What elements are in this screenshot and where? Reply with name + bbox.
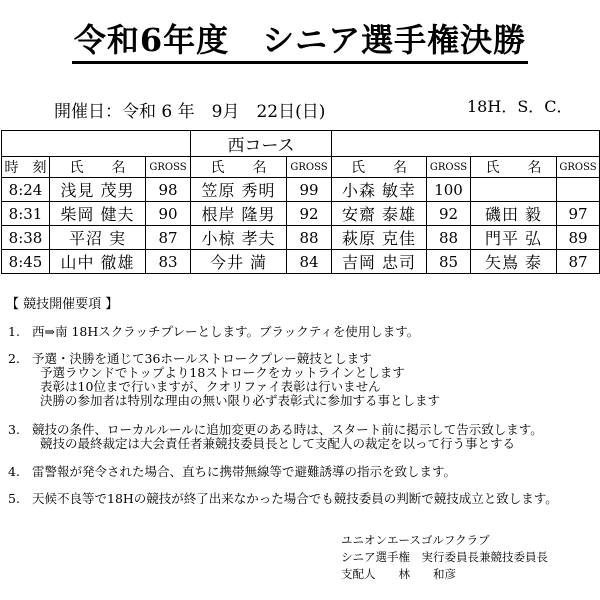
requirements-heading: 【 競技開催要項 】 xyxy=(6,297,119,312)
rule-line: 予選ラウンドでトップより18ストロークをカットラインとします xyxy=(40,365,405,380)
rule-body xyxy=(32,423,592,451)
venue-label: 18H．S．C． xyxy=(467,97,573,116)
header-gross-4: GROSS xyxy=(557,157,600,178)
player-score: 87 xyxy=(557,250,600,274)
rule-line: 予選・決勝を通じて36ホールストロークプレー競技とします xyxy=(32,351,372,366)
rule-body xyxy=(32,492,592,506)
player-name: 安齋 泰雄 xyxy=(332,202,427,226)
player-score: 99 xyxy=(287,178,332,202)
player-name: 浅見 茂男 xyxy=(50,178,146,202)
tee-time: 8:31 xyxy=(2,202,50,226)
player-name: 萩原 克佳 xyxy=(332,226,427,250)
rule-body xyxy=(32,352,592,408)
player-name: 磯田 毅 xyxy=(471,202,557,226)
header-name-3: 氏 名 xyxy=(332,157,427,178)
player-score: 85 xyxy=(427,250,471,274)
signature-block xyxy=(341,532,548,583)
player-name: 門平 弘 xyxy=(471,226,557,250)
rule-line: 雷警報が発令された場合、直ちに携帯無線等で避難誘導の指示を致します。 xyxy=(32,464,457,479)
player-score: 88 xyxy=(427,226,471,250)
player-score xyxy=(557,178,600,202)
player-name: 今井 満 xyxy=(191,250,287,274)
rule-line: 西⇒南 18Hスクラッチプレーとします。ブラックティを使用します。 xyxy=(32,324,420,339)
club-name: ユニオンエースゴルフクラブ xyxy=(341,533,490,547)
rule-body xyxy=(32,465,592,479)
event-date: 開催日：令和 6 年 9月 22日(日) xyxy=(54,102,326,122)
header-gross-3: GROSS xyxy=(427,157,471,178)
table-row xyxy=(2,178,600,202)
header-name-4: 氏 名 xyxy=(471,157,557,178)
tee-time: 8:38 xyxy=(2,226,50,250)
page-title-text: 令和6年度 シニア選手権決勝 xyxy=(72,21,528,64)
pairing-table xyxy=(1,130,600,274)
rule-number: 5. xyxy=(8,491,20,506)
player-name: 小椋 孝夫 xyxy=(191,226,287,250)
tee-time: 8:24 xyxy=(2,178,50,202)
table-row xyxy=(2,250,600,274)
player-score: 87 xyxy=(146,226,191,250)
course-spacer-left xyxy=(2,131,191,157)
header-gross-2: GROSS xyxy=(287,157,332,178)
player-score: 89 xyxy=(557,226,600,250)
signer-name: 支配人 林 和彦 xyxy=(341,567,456,581)
course-name: 西コース xyxy=(191,131,332,157)
player-score: 100 xyxy=(427,178,471,202)
player-name: 山中 徹雄 xyxy=(50,250,146,274)
player-score: 98 xyxy=(146,178,191,202)
signer-role: シニア選手権 実行委員長兼競技委員長 xyxy=(341,550,548,564)
player-name: 平沼 実 xyxy=(50,226,146,250)
tee-time: 8:45 xyxy=(2,250,50,274)
table-row xyxy=(2,226,600,250)
player-score: 84 xyxy=(287,250,332,274)
player-score: 92 xyxy=(427,202,471,226)
table-row xyxy=(2,202,600,226)
header-name-2: 氏 名 xyxy=(191,157,287,178)
header-name-1: 氏 名 xyxy=(50,157,146,178)
header-time: 時 刻 xyxy=(2,157,50,178)
rule-number: 4. xyxy=(8,464,20,479)
rule-line: 表彰は10位まで行いますが、クオリファイ表彰は行いません xyxy=(40,379,381,394)
rule-body xyxy=(32,325,592,339)
player-score: 90 xyxy=(146,202,191,226)
player-name xyxy=(471,178,557,202)
rule-line: 競技の条件、ローカルルールに追加変更のある時は、スタート前に掲示して告示致します。 xyxy=(32,422,543,437)
player-name: 柴岡 健夫 xyxy=(50,202,146,226)
page-title xyxy=(0,22,600,58)
player-score: 92 xyxy=(287,202,332,226)
rule-number: 3. xyxy=(8,422,20,437)
rule-line: 競技の最終裁定は大会責任者兼競技委員長として支配人の裁定を以って行う事とする xyxy=(40,436,516,451)
rule-line: 決勝の参加者は特別な理由の無い限り必ず表彰式に参加する事とします xyxy=(40,393,441,408)
rule-number: 2. xyxy=(8,351,20,366)
player-name: 笠原 秀明 xyxy=(191,178,287,202)
player-name: 吉岡 忠司 xyxy=(332,250,427,274)
rule-line: 天候不良等で18Hの競技が終了出来なかった場合でも競技委員の判断で競技成立と致します。 xyxy=(32,491,558,506)
player-score: 83 xyxy=(146,250,191,274)
table-header-row xyxy=(2,157,600,178)
player-score: 88 xyxy=(287,226,332,250)
rule-number: 1. xyxy=(8,324,20,339)
player-name: 小森 敏幸 xyxy=(332,178,427,202)
player-name: 根岸 隆男 xyxy=(191,202,287,226)
header-gross-1: GROSS xyxy=(146,157,191,178)
course-spacer-right xyxy=(332,131,600,157)
player-name: 矢嶌 泰 xyxy=(471,250,557,274)
player-score: 97 xyxy=(557,202,600,226)
